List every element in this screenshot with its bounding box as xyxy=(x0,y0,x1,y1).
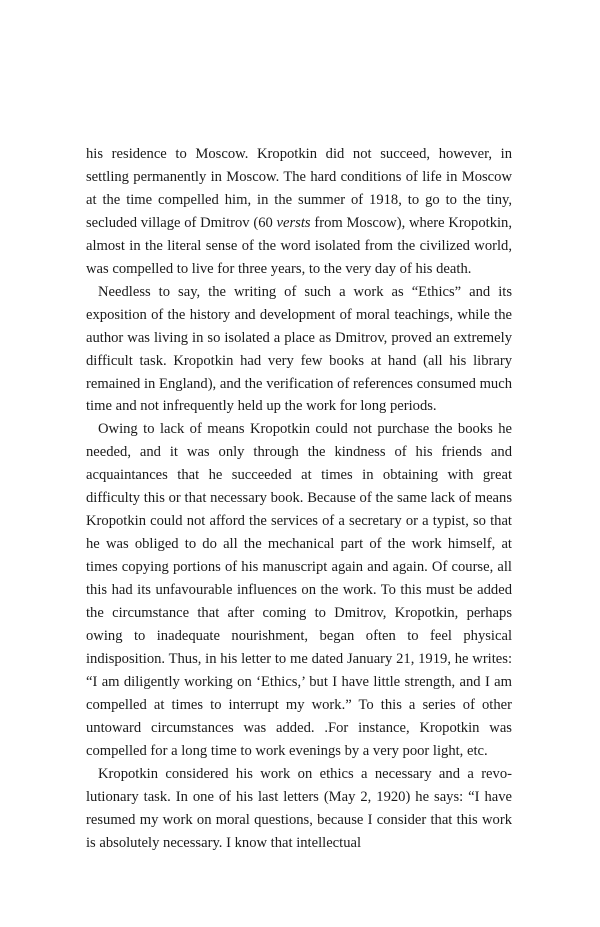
paragraph-1 xyxy=(86,143,512,281)
paragraph-1-text-b: from Moscow), where Kropotkin, almost in the literal sense of the word isolated from the civilized world, was compelled to live for three years, to the very day of his death. xyxy=(86,214,513,277)
paragraph-2 xyxy=(86,281,512,419)
paragraph-1-text-a: his residence to Moscow. Kropotkin did not succeed, however, in settling permanently in Moscow. The hard conditions of life in Moscow at the time compelled him, in the summer of 1918, to go to the tiny, secluded village of Dmitrov (60 xyxy=(86,146,512,231)
paragraph-1-italic-versts: versts xyxy=(276,214,311,231)
paragraph-4 xyxy=(86,763,512,855)
paragraph-3 xyxy=(86,418,512,762)
paragraph-4-text: Kropotkin considered his work on ethics a necessary and a revolutionary task. In one of his last letters (May 2, 1920) he says: “I have resumed my work on moral questions, because I consider that this work is absolutely necessary. I know that intellectual xyxy=(86,765,512,851)
paragraph-2-text: Needless to say, the writing of such a work as “Ethics” and its exposition of the history and development of moral teachings, while the author was living in so isolated a place as Dmitrov, proved an extremely difficult task. Kropotkin had very few books at hand (all his library remained in England), and the verification of references consumed much time and not infrequently held up the work for long periods. xyxy=(86,283,512,415)
page-text xyxy=(86,143,512,855)
paragraph-3-text: Owing to lack of means Kropotkin could not purchase the books he needed, and it was only through the kindness of his friends and acquaintances that he succeeded at times in obtaining with great difficulty this or that necessary book. Because of the same lack of means Kropotkin could not afford the services of a secretary or a typist, so that he was obliged to do all the mechanical part of the work himself, at times copying portions of his manuscript again and again. Of course, all this had its unfavourable influences on the work. To this must be added the circumstance that after coming to Dmitrov, Kropotkin, perhaps owing to inadequate nourishment, began often to feel physical indisposition. Thus, in his letter to me dated January 21, 1919, he writes: “I am diligently working on ‘Ethics,’ but I have little strength, and I am compelled at times to interrupt my work.” To this a series of other untoward circumstances was added. .For instance, Kropotkin was compelled for a long time to work evenings by a very poor light, etc. xyxy=(86,421,512,759)
